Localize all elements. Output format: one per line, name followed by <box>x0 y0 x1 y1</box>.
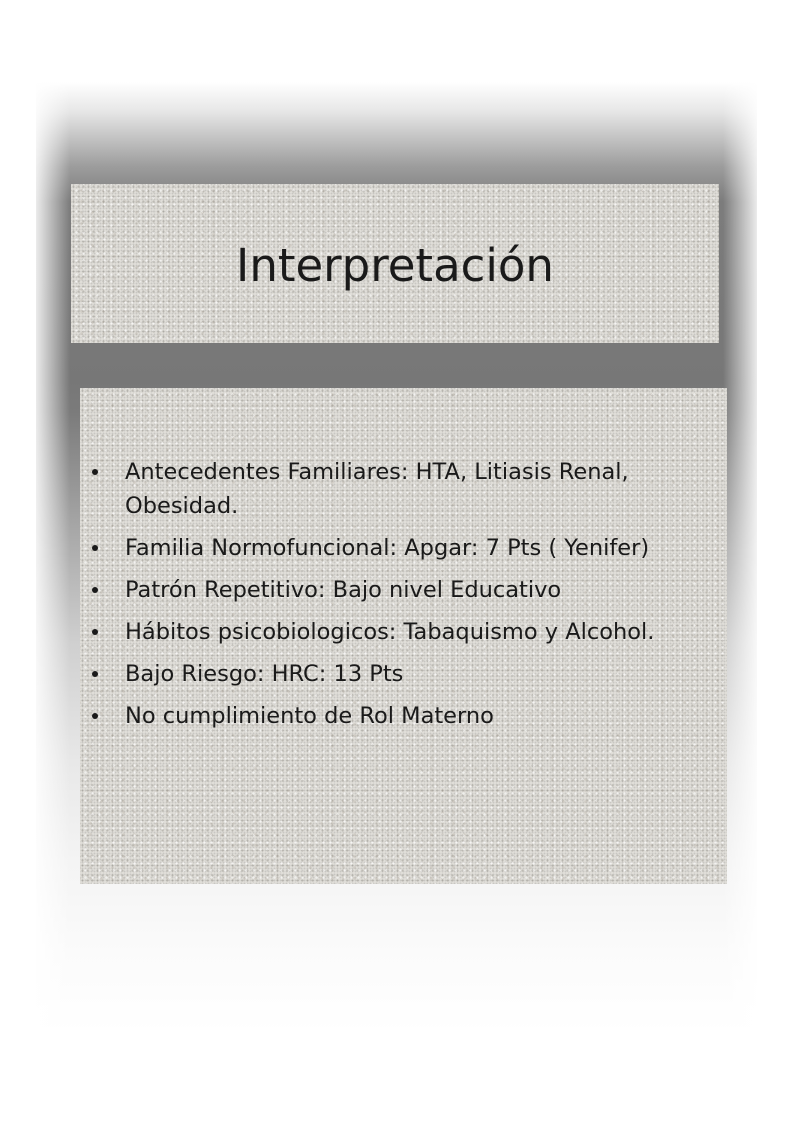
bullet-text: No cumplimiento de Rol Materno <box>125 703 494 729</box>
bullet-dot-icon <box>92 629 98 635</box>
bullet-text: Hábitos psicobiologicos: Tabaquismo y Alcohol. <box>125 619 655 645</box>
bullet-dot-icon <box>92 587 98 593</box>
slide-title: Interpretación <box>236 239 554 292</box>
bullet-text: Antecedentes Familiares: HTA, Litiasis Renal, Obesidad. <box>125 459 629 519</box>
bullet-item <box>92 699 707 733</box>
bullet-dot-icon <box>92 671 98 677</box>
title-panel <box>71 184 719 343</box>
bullet-dot-icon <box>92 469 98 475</box>
bullet-item <box>92 531 707 565</box>
bullet-item <box>92 455 707 523</box>
bullet-text: Familia Normofuncional: Apgar: 7 Pts ( Yenifer) <box>125 535 650 561</box>
bullet-item <box>92 615 707 649</box>
bullet-dot-icon <box>92 545 98 551</box>
bullet-text: Bajo Riesgo: HRC: 13 Pts <box>125 661 404 687</box>
bullet-dot-icon <box>92 713 98 719</box>
bullet-item <box>92 657 707 691</box>
content-panel <box>80 388 727 884</box>
bullet-list <box>92 455 707 733</box>
bullet-text: Patrón Repetitivo: Bajo nivel Educativo <box>125 577 562 603</box>
bullet-item <box>92 573 707 607</box>
